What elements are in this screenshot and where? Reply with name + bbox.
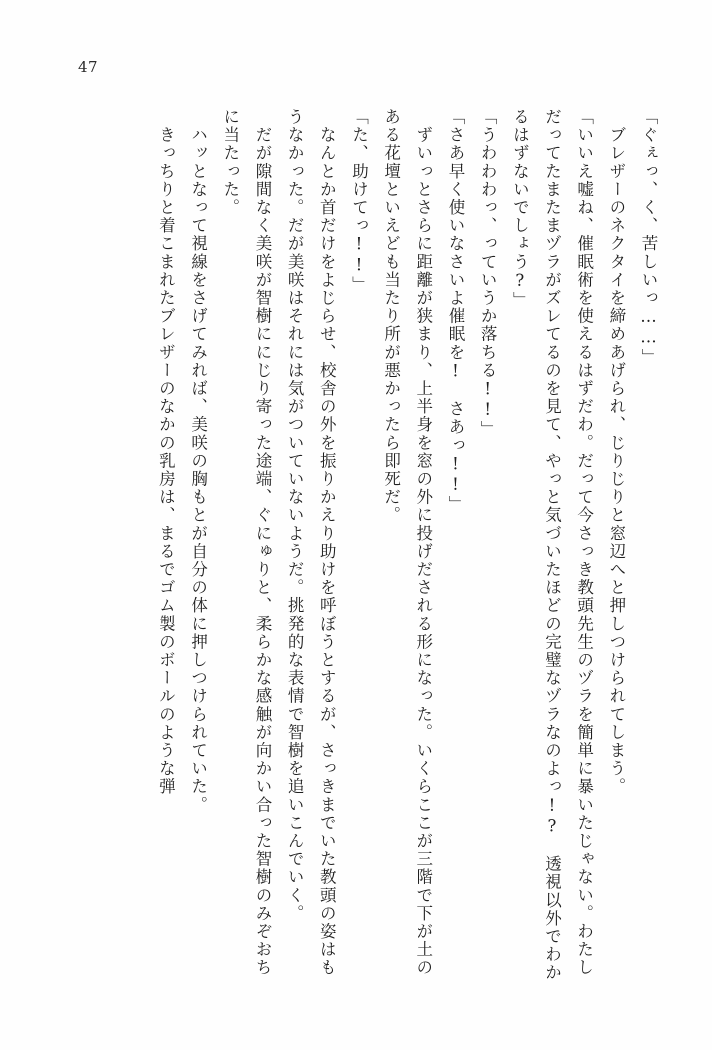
paragraph: 「うわわわっ、っていうか落ちる!!」 [478,108,498,439]
paragraph: だが隙間なく美咲が智樹ににじり寄った途端、ぐにゅりと、柔らかな感触が向かい合った智樹のみぞおちに当たった。 [220,108,272,977]
paragraph: ブレザーのネクタイを締めあげられ、じりじりと窓辺へと押しつけられてしまう。 [606,108,626,796]
paragraph: ハッとなって視線をさげてみれば、美咲の胸もとが自分の体に押しつけられていた。 [188,108,208,814]
paragraph: 「ぐぇっ、く、苦しいっ……」 [639,108,658,367]
paragraph: なんとか首だけをよじらせ、校舎の外を振りかえり助けを呼ぼうとするが、さっきまでいた教頭の姿はもうなかった。だが美咲はそれには気がついていないようだ。挑発的な表情で智樹を追いこんでいく。 [285,108,337,977]
vertical-text-body [48,108,664,988]
paragraph: 「いいえ嘘ね、催眠術を使えるはずだわ。だって今さっき教頭先生のヅラを簡単に暴いたじゃない。わたしだってたまたまヅラがズレてるのを見て、やっと気づいたほどの完璧なヅラなのよっ!? 透視以外でわかるはずないでしょう?」 [510,108,594,982]
page-number: 47 [78,58,99,76]
paragraph: 「さあ早く使いなさいよ催眠を! さあっ!!」 [445,108,465,514]
paragraph: きっちりと着こまれたブレザーのなかの乳房は、まるでゴム製のボールのような弾 [156,108,176,796]
paragraph: ずいっとさらに距離が狭まり、上半身を窓の外に投げだされる形になった。いくらここが三階で下が土のある花壇といえども当たり所が悪かったら即死だ。 [381,108,433,977]
paragraph: 「た、助けてっ!!」 [349,108,369,294]
